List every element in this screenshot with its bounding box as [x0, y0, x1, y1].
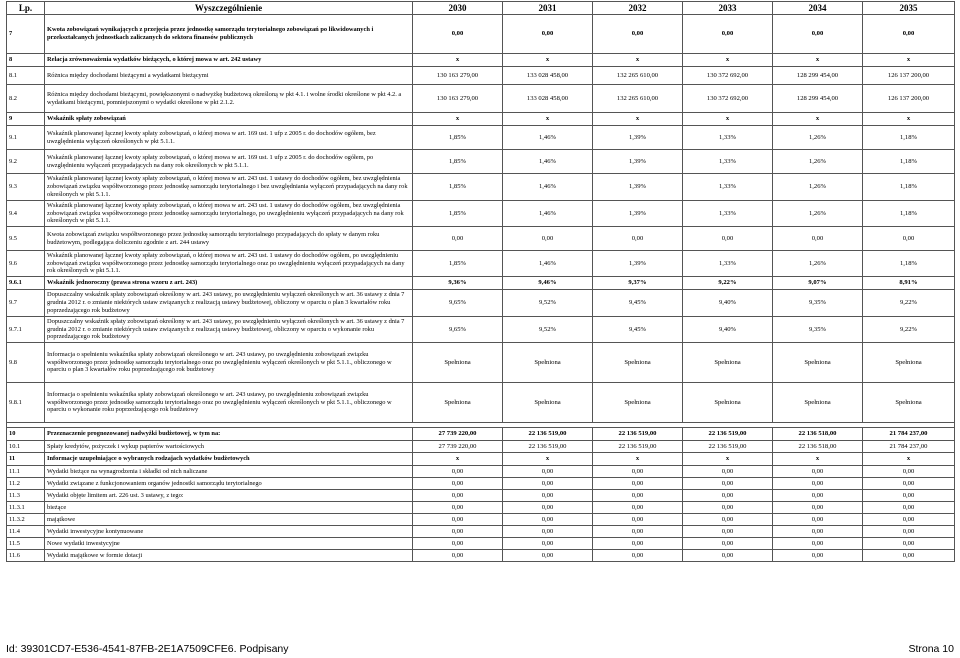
year-value-cell: 1,33% — [683, 201, 773, 227]
year-value-cell: 1,39% — [593, 201, 683, 227]
year-value-cell: 1,85% — [413, 126, 503, 150]
year-value-cell: 1,39% — [593, 150, 683, 174]
table-row — [7, 277, 955, 290]
row-description: Wskaźnik spłaty zobowiązań — [45, 113, 413, 126]
year-value-cell: 0,00 — [773, 490, 863, 502]
year-value-cell: 1,26% — [773, 150, 863, 174]
table-row — [7, 227, 955, 251]
row-description: Informacje uzupełniające o wybranych rodzajach wydatków budżetowych — [45, 453, 413, 466]
year-value-cell: x — [863, 453, 955, 466]
year-value-cell: Spełniona — [863, 383, 955, 423]
year-value-cell: 0,00 — [593, 514, 683, 526]
year-value-cell: 0,00 — [863, 502, 955, 514]
year-value-cell: 9,22% — [863, 290, 955, 317]
year-value-cell: 27 739 220,00 — [413, 441, 503, 453]
table-row — [7, 251, 955, 277]
table-row — [7, 502, 955, 514]
year-value-cell: 1,46% — [503, 251, 593, 277]
header-year: 2030 — [413, 2, 503, 15]
year-value-cell: 22 136 519,00 — [683, 441, 773, 453]
year-value-cell: 0,00 — [503, 502, 593, 514]
year-value-cell: 0,00 — [593, 550, 683, 562]
year-value-cell: 21 784 237,00 — [863, 441, 955, 453]
year-value-cell: 0,00 — [593, 466, 683, 478]
table-row — [7, 174, 955, 201]
year-value-cell: 0,00 — [863, 466, 955, 478]
row-number: 9.6.1 — [7, 277, 45, 290]
year-value-cell: 0,00 — [413, 478, 503, 490]
year-value-cell: 1,18% — [863, 251, 955, 277]
table-row — [7, 113, 955, 126]
year-value-cell: 0,00 — [503, 478, 593, 490]
year-value-cell: 126 137 200,00 — [863, 85, 955, 113]
year-value-cell: 0,00 — [863, 514, 955, 526]
year-value-cell: 22 136 519,00 — [683, 428, 773, 441]
row-number: 9.5 — [7, 227, 45, 251]
year-value-cell: 1,85% — [413, 251, 503, 277]
table-row — [7, 126, 955, 150]
year-value-cell: 8,91% — [863, 277, 955, 290]
year-value-cell: 9,40% — [683, 290, 773, 317]
table-row — [7, 453, 955, 466]
row-description: Informacja o spełnieniu wskaźnika spłaty zobowiązań określonego w art. 243 ustawy, po uwzględnieniu zobowiązań związku współtworzonego przez jednostkę samorządu terytorialnego oraz po uwzględnieniu wyłączeń określonych w pkt 5.1.1., obliczonego w oparciu o plan 3 kwartałów roku poprzedzającego rok budżetowy — [45, 343, 413, 383]
year-value-cell: x — [773, 453, 863, 466]
year-value-cell: 0,00 — [503, 550, 593, 562]
year-value-cell: 1,39% — [593, 126, 683, 150]
year-value-cell: 9,07% — [773, 277, 863, 290]
year-value-cell: x — [863, 54, 955, 67]
year-value-cell: 0,00 — [773, 15, 863, 54]
table-row — [7, 15, 955, 54]
year-value-cell: 0,00 — [413, 490, 503, 502]
table-row — [7, 514, 955, 526]
year-value-cell: 0,00 — [863, 478, 955, 490]
row-number: 9.7 — [7, 290, 45, 317]
year-value-cell: 0,00 — [413, 514, 503, 526]
year-value-cell: 0,00 — [773, 502, 863, 514]
row-description: Wskaźnik jednoroczny (prawa strona wzoru z art. 243) — [45, 277, 413, 290]
year-value-cell: 1,85% — [413, 150, 503, 174]
header-year: 2033 — [683, 2, 773, 15]
row-description: Kwota zobowiązań wynikających z przejęcia przez jednostkę samorządu terytorialnego zobowiązań po likwidowanych i przekształcanych jednostkach zaliczanych do sektora finansów publicznych — [45, 15, 413, 54]
year-value-cell: 9,45% — [593, 290, 683, 317]
year-value-cell: 22 136 518,00 — [773, 428, 863, 441]
row-description: Nowe wydatki inwestycyjne — [45, 538, 413, 550]
table-row — [7, 150, 955, 174]
year-value-cell: 1,18% — [863, 126, 955, 150]
row-description: Spłaty kredytów, pożyczek i wykup papierów wartościowych — [45, 441, 413, 453]
year-value-cell: Spełniona — [593, 383, 683, 423]
row-number: 11 — [7, 453, 45, 466]
year-value-cell: 1,46% — [503, 201, 593, 227]
row-number: 10 — [7, 428, 45, 441]
row-description: bieżące — [45, 502, 413, 514]
year-value-cell: 9,52% — [503, 290, 593, 317]
row-description: majątkowe — [45, 514, 413, 526]
row-number: 11.3 — [7, 490, 45, 502]
row-description: Wydatki majątkowe w formie dotacji — [45, 550, 413, 562]
year-value-cell: 22 136 518,00 — [773, 441, 863, 453]
year-value-cell: 0,00 — [773, 514, 863, 526]
row-number: 9.6 — [7, 251, 45, 277]
year-value-cell: 0,00 — [683, 526, 773, 538]
table-row — [7, 54, 955, 67]
year-value-cell: 9,35% — [773, 290, 863, 317]
row-description: Wskaźnik planowanej łącznej kwoty spłaty zobowiązań, o której mowa w art. 243 ust. 1 ustawy do dochodów ogółem, po uwzględnieniu zobowiązań związku współtworzonego przez jednostkę samorządu terytorialnego oraz po uwzględnieniu wyłączeń przypadających na dany rok określonych w pkt 5.1.1. — [45, 251, 413, 277]
year-value-cell: x — [593, 113, 683, 126]
row-number: 9.1 — [7, 126, 45, 150]
header-year: 2031 — [503, 2, 593, 15]
year-value-cell: 0,00 — [413, 526, 503, 538]
year-value-cell: 0,00 — [683, 227, 773, 251]
row-number: 9.2 — [7, 150, 45, 174]
row-number: 9.8.1 — [7, 383, 45, 423]
header-description: Wyszczególnienie — [45, 2, 413, 15]
year-value-cell: 1,85% — [413, 201, 503, 227]
year-value-cell: 130 163 279,00 — [413, 85, 503, 113]
year-value-cell: 0,00 — [683, 490, 773, 502]
header-year: 2035 — [863, 2, 955, 15]
year-value-cell: 27 739 220,00 — [413, 428, 503, 441]
year-value-cell: 9,37% — [593, 277, 683, 290]
year-value-cell: x — [863, 113, 955, 126]
year-value-cell: 0,00 — [773, 478, 863, 490]
year-value-cell: x — [503, 54, 593, 67]
row-number: 11.6 — [7, 550, 45, 562]
year-value-cell: 0,00 — [683, 514, 773, 526]
year-value-cell: x — [773, 113, 863, 126]
year-value-cell: 0,00 — [503, 514, 593, 526]
year-value-cell: 133 028 458,00 — [503, 67, 593, 85]
year-value-cell: 0,00 — [863, 550, 955, 562]
year-value-cell: x — [683, 453, 773, 466]
year-value-cell: 1,18% — [863, 150, 955, 174]
year-value-cell: 0,00 — [863, 526, 955, 538]
row-number: 11.3.1 — [7, 502, 45, 514]
table-row — [7, 478, 955, 490]
header-year: 2032 — [593, 2, 683, 15]
year-value-cell: 0,00 — [503, 526, 593, 538]
row-description: Przeznaczenie prognozowanej nadwyżki budżetowej, w tym na: — [45, 428, 413, 441]
table-row — [7, 383, 955, 423]
row-number: 8 — [7, 54, 45, 67]
year-value-cell: x — [413, 453, 503, 466]
year-value-cell: 130 372 692,00 — [683, 67, 773, 85]
row-description: Wskaźnik planowanej łącznej kwoty spłaty zobowiązań, o której mowa w art. 243 ust. 1 ustawy do dochodów ogółem, bez uwzględnienia zobowiązań związku współtworzonego przez jednostkę samorządu terytorialnego i bez uwzględniania wyłączeń przypadających na dany rok określonych w pkt 5.1.1. — [45, 174, 413, 201]
table-row — [7, 317, 955, 343]
year-value-cell: 0,00 — [683, 466, 773, 478]
year-value-cell: 1,18% — [863, 201, 955, 227]
year-value-cell: 9,40% — [683, 317, 773, 343]
row-description: Wskaźnik planowanej łącznej kwoty spłaty zobowiązań, o której mowa w art. 169 ust. 1 ufp z 2005 r. do dochodów ogółem, po uwzględnieniu wyłączeń przypadających na dany rok określonych w pkt 5.1.1. — [45, 150, 413, 174]
year-value-cell: Spełniona — [503, 343, 593, 383]
year-value-cell: 0,00 — [593, 478, 683, 490]
year-value-cell: 0,00 — [773, 227, 863, 251]
year-value-cell: 0,00 — [413, 550, 503, 562]
row-number: 8.1 — [7, 67, 45, 85]
year-value-cell: 1,39% — [593, 174, 683, 201]
year-value-cell: 1,46% — [503, 126, 593, 150]
year-value-cell: Spełniona — [683, 383, 773, 423]
year-value-cell: 9,65% — [413, 317, 503, 343]
year-value-cell: x — [503, 113, 593, 126]
header-year: 2034 — [773, 2, 863, 15]
year-value-cell: x — [413, 54, 503, 67]
table-row — [7, 526, 955, 538]
year-value-cell: 0,00 — [593, 538, 683, 550]
year-value-cell: Spełniona — [683, 343, 773, 383]
year-value-cell: 0,00 — [593, 227, 683, 251]
year-value-cell: 130 372 692,00 — [683, 85, 773, 113]
row-description: Wskaźnik planowanej łącznej kwoty spłaty zobowiązań, o której mowa w art. 243 ust. 1 ustawy do dochodów ogółem, bez uwzględnienia zobowiązań związku współtworzonego przez jednostkę samorządu terytorialnego, po uwzględnieniu wyłączeń przypadających na dany rok określonych w pkt 5.1.1. — [45, 201, 413, 227]
year-value-cell: 0,00 — [593, 490, 683, 502]
year-value-cell: 133 028 458,00 — [503, 85, 593, 113]
year-value-cell: x — [593, 54, 683, 67]
year-value-cell: 9,22% — [863, 317, 955, 343]
row-number: 7 — [7, 15, 45, 54]
row-number: 9.7.1 — [7, 317, 45, 343]
year-value-cell: 0,00 — [773, 526, 863, 538]
year-value-cell: 22 136 519,00 — [503, 428, 593, 441]
table-row — [7, 343, 955, 383]
year-value-cell: 1,26% — [773, 201, 863, 227]
year-value-cell: x — [683, 113, 773, 126]
table-row — [7, 490, 955, 502]
year-value-cell: 128 299 454,00 — [773, 85, 863, 113]
year-value-cell: 1,33% — [683, 150, 773, 174]
year-value-cell: 0,00 — [593, 502, 683, 514]
year-value-cell: 1,33% — [683, 251, 773, 277]
year-value-cell: Spełniona — [863, 343, 955, 383]
row-number: 10.1 — [7, 441, 45, 453]
year-value-cell: 0,00 — [683, 15, 773, 54]
year-value-cell: x — [413, 113, 503, 126]
table-row — [7, 428, 955, 441]
year-value-cell: 0,00 — [503, 538, 593, 550]
year-value-cell: Spełniona — [593, 343, 683, 383]
year-value-cell: 126 137 200,00 — [863, 67, 955, 85]
year-value-cell: 0,00 — [593, 15, 683, 54]
year-value-cell: 0,00 — [863, 15, 955, 54]
year-value-cell: 0,00 — [683, 478, 773, 490]
year-value-cell: 0,00 — [773, 466, 863, 478]
year-value-cell: 128 299 454,00 — [773, 67, 863, 85]
year-value-cell: 1,46% — [503, 150, 593, 174]
year-value-cell: 0,00 — [863, 490, 955, 502]
row-description: Dopuszczalny wskaźnik spłaty zobowiązań określony w art. 243 ustawy, po uwzględnieniu wyłączeń określonych w art. 36 ustawy z dnia 7 grudnia 2012 r. o zmianie niektórych ustaw związanych z realizacją ustawy budżetowej, obliczony w oparciu o plan 3 kwartałów roku poprzedzającego rok budżetowy — [45, 290, 413, 317]
year-value-cell: 132 265 610,00 — [593, 85, 683, 113]
table-row — [7, 538, 955, 550]
year-value-cell: 22 136 519,00 — [593, 428, 683, 441]
year-value-cell: 9,22% — [683, 277, 773, 290]
row-number: 11.1 — [7, 466, 45, 478]
year-value-cell: 0,00 — [503, 490, 593, 502]
year-value-cell: 1,26% — [773, 251, 863, 277]
year-value-cell: 9,35% — [773, 317, 863, 343]
year-value-cell: 0,00 — [413, 466, 503, 478]
year-value-cell: 0,00 — [503, 15, 593, 54]
row-description: Relacja zrównoważenia wydatków bieżących, o której mowa w art. 242 ustawy — [45, 54, 413, 67]
year-value-cell: 0,00 — [413, 15, 503, 54]
table-row — [7, 201, 955, 227]
year-value-cell: 0,00 — [593, 526, 683, 538]
table-row — [7, 290, 955, 317]
year-value-cell: 0,00 — [413, 227, 503, 251]
year-value-cell: 1,85% — [413, 174, 503, 201]
year-value-cell: 22 136 519,00 — [503, 441, 593, 453]
year-value-cell: Spełniona — [503, 383, 593, 423]
year-value-cell: Spełniona — [773, 383, 863, 423]
year-value-cell: 0,00 — [503, 227, 593, 251]
row-description: Wydatki objęte limitem art. 226 ust. 3 ustawy, z tego: — [45, 490, 413, 502]
row-description: Dopuszczalny wskaźnik spłaty zobowiązań określony w art. 243 ustawy, po uwzględnieniu wyłączeń określonych w art. 36 ustawy z dnia 7 grudnia 2012 r. o zmianie niektórych ustaw związanych z realizacją ustawy budżetowej, obliczony w oparciu o wykonanie roku poprzedzającego rok budżetowy — [45, 317, 413, 343]
row-number: 11.5 — [7, 538, 45, 550]
year-value-cell: 0,00 — [683, 550, 773, 562]
year-value-cell: 0,00 — [503, 466, 593, 478]
year-value-cell: Spełniona — [773, 343, 863, 383]
year-value-cell: 130 163 279,00 — [413, 67, 503, 85]
year-value-cell: 0,00 — [413, 538, 503, 550]
row-description: Wydatki inwestycyjne kontynuowane — [45, 526, 413, 538]
year-value-cell: 1,33% — [683, 174, 773, 201]
row-number: 9.3 — [7, 174, 45, 201]
table-row — [7, 466, 955, 478]
year-value-cell: 22 136 519,00 — [593, 441, 683, 453]
year-value-cell: 9,36% — [413, 277, 503, 290]
header-row — [7, 2, 955, 15]
row-description: Różnica między dochodami bieżącymi a wydatkami bieżącymi — [45, 67, 413, 85]
year-value-cell: 0,00 — [683, 502, 773, 514]
row-number: 11.2 — [7, 478, 45, 490]
row-description: Wydatki bieżące na wynagrodzenia i składki od nich naliczane — [45, 466, 413, 478]
row-description: Wydatki związane z funkcjonowaniem organów jednostki samorządu terytorialnego — [45, 478, 413, 490]
year-value-cell: Spełniona — [413, 343, 503, 383]
year-value-cell: 0,00 — [863, 227, 955, 251]
page-number: Strona 10 — [908, 643, 954, 655]
table-row — [7, 441, 955, 453]
year-value-cell: Spełniona — [413, 383, 503, 423]
table-row — [7, 550, 955, 562]
year-value-cell: x — [503, 453, 593, 466]
row-description: Informacja o spełnieniu wskaźnika spłaty zobowiązań określonego w art. 243 ustawy, po uwzględnieniu zobowiązań związku współtworzonego przez jednostkę samorządu terytorialnego oraz po uwzględnieniu wyłączeń określonych w pkt 5.1.1., obliczonego w oparciu o wykonanie roku poprzedzającego rok budżetowy — [45, 383, 413, 423]
table-row — [7, 85, 955, 113]
header-lp: Lp. — [7, 2, 45, 15]
row-description: Kwota zobowiązań związku współtworzonego przez jednostkę samorządu terytorialnego przypadających do spłaty w danym roku budżetowym, podlegająca doliczeniu zgodnie z art. 244 ustawy — [45, 227, 413, 251]
year-value-cell: 1,39% — [593, 251, 683, 277]
year-value-cell: 0,00 — [413, 502, 503, 514]
year-value-cell: 0,00 — [683, 538, 773, 550]
row-description: Różnica między dochodami bieżącymi, powiększonymi o nadwyżkę budżetową określoną w pkt 4.1. i wolne środki określone w pkt 4.2. a wydatkami bieżącymi, pomniejszonymi o wydatki określone w pkt 2.1.2. — [45, 85, 413, 113]
row-number: 11.3.2 — [7, 514, 45, 526]
year-value-cell: 0,00 — [773, 538, 863, 550]
row-description: Wskaźnik planowanej łącznej kwoty spłaty zobowiązań, o której mowa w art. 169 ust. 1 ufp z 2005 r. do dochodów ogółem, bez uwzględnienia wyłączeń określonych w pkt 5.1.1. — [45, 126, 413, 150]
year-value-cell: 132 265 610,00 — [593, 67, 683, 85]
year-value-cell: 0,00 — [773, 550, 863, 562]
document-id: Id: 39301CD7-E536-4541-87FB-2E1A7509CFE6. Podpisany — [6, 643, 289, 655]
year-value-cell: 1,46% — [503, 174, 593, 201]
row-number: 11.4 — [7, 526, 45, 538]
row-number: 9.4 — [7, 201, 45, 227]
year-value-cell: 1,26% — [773, 126, 863, 150]
year-value-cell: 0,00 — [863, 538, 955, 550]
row-number: 9.8 — [7, 343, 45, 383]
year-value-cell: x — [773, 54, 863, 67]
year-value-cell: 9,52% — [503, 317, 593, 343]
row-number: 9 — [7, 113, 45, 126]
year-value-cell: x — [683, 54, 773, 67]
year-value-cell: x — [593, 453, 683, 466]
year-value-cell: 21 784 237,00 — [863, 428, 955, 441]
year-value-cell: 9,65% — [413, 290, 503, 317]
row-number: 8.2 — [7, 85, 45, 113]
year-value-cell: 1,26% — [773, 174, 863, 201]
year-value-cell: 1,18% — [863, 174, 955, 201]
year-value-cell: 9,46% — [503, 277, 593, 290]
data-table — [6, 1, 955, 562]
year-value-cell: 9,45% — [593, 317, 683, 343]
table-row — [7, 67, 955, 85]
year-value-cell: 1,33% — [683, 126, 773, 150]
